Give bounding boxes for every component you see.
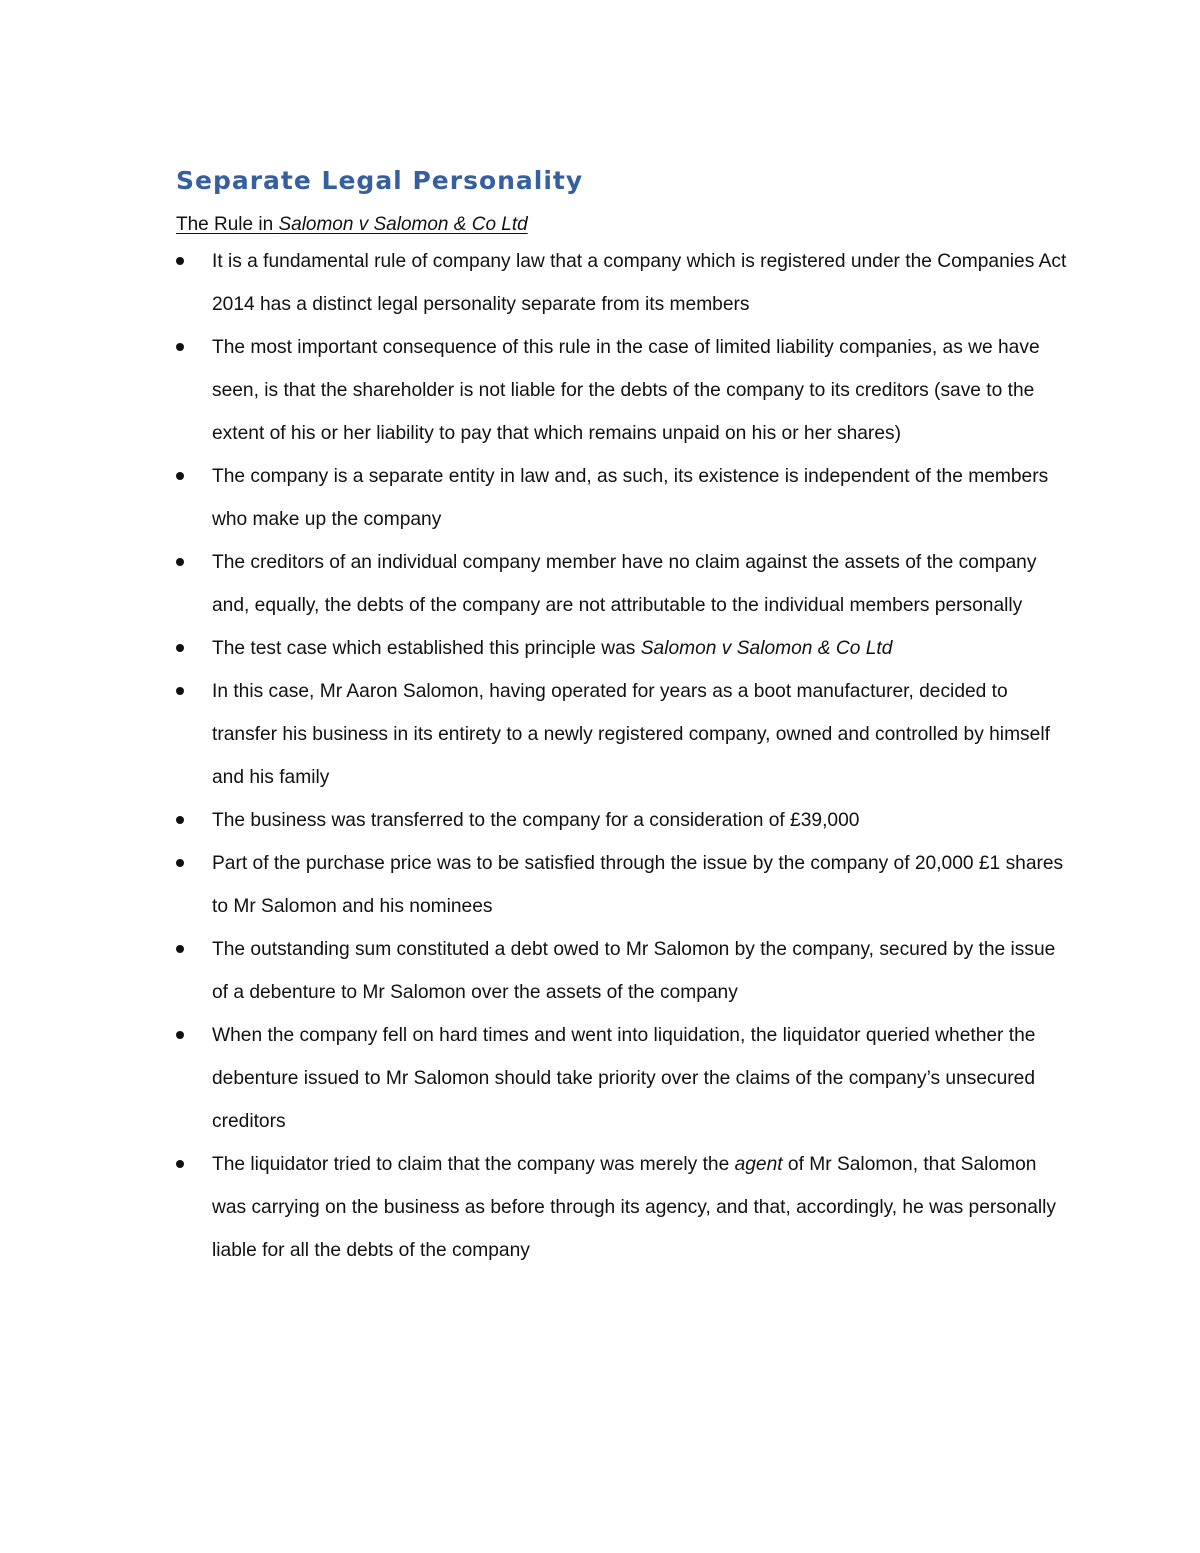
bullet-text: When the company fell on hard times and went into liquidation, the liquidator queried whether the debenture issued to Mr Salomon should take priority over the claims of the company’s unsecured creditors	[212, 1025, 1036, 1132]
document-title: Separate Legal Personality	[176, 166, 584, 195]
bullet-text: In this case, Mr Aaron Salomon, having operated for years as a boot manufacturer, decided to transfer his business in its entirety to a newly registered company, owned and controlled by himself and his family	[212, 681, 1050, 788]
bullet-text: The most important consequence of this rule in the case of limited liability companies, as we have seen, is that the shareholder is not liable for the debts of the company to its creditors (save to the extent of his or her liability to pay that which remains unpaid on his or her shares)	[212, 337, 1040, 444]
list-item	[176, 1014, 1072, 1143]
document-content	[176, 163, 1076, 1272]
bullet-icon	[176, 257, 184, 265]
bullet-icon	[176, 816, 184, 824]
list-item	[176, 842, 1072, 928]
bullet-text-after: of Mr Salomon, that Salomon was carrying on the business as before through its agency, and that, accordingly, he was personally liable for all the debts of the company	[212, 1154, 1057, 1261]
bullet-text: The business was transferred to the company for a consideration of £39,000	[212, 810, 860, 831]
bullet-text: The outstanding sum constituted a debt owed to Mr Salomon by the company, secured by the issue of a debenture to Mr Salomon over the assets of the company	[212, 939, 1056, 1003]
bullet-text: The creditors of an individual company member have no claim against the assets of the company and, equally, the debts of the company are not attributable to the individual members personally	[212, 552, 1037, 616]
list-item	[176, 541, 1072, 627]
bullet-list	[176, 240, 1076, 1272]
bullet-text: Part of the purchase price was to be satisfied through the issue by the company of 20,000 £1 shares to Mr Salomon and his nominees	[212, 853, 1064, 917]
subheading-prefix: The Rule in	[176, 214, 279, 235]
bullet-text: It is a fundamental rule of company law that a company which is registered under the Companies Act 2014 has a distinct legal personality separate from its members	[212, 251, 1067, 315]
bullet-icon	[176, 644, 184, 652]
list-item	[176, 670, 1072, 799]
list-item	[176, 1143, 1072, 1272]
subheading-case-name: Salomon v Salomon & Co Ltd	[278, 214, 528, 235]
bullet-icon	[176, 859, 184, 867]
bullet-icon	[176, 687, 184, 695]
bullet-text-before: The liquidator tried to claim that the company was merely the	[212, 1154, 735, 1175]
list-item	[176, 627, 1072, 670]
list-item	[176, 928, 1072, 1014]
bullet-icon	[176, 945, 184, 953]
bullet-text-before: The test case which established this principle was	[212, 638, 641, 659]
bullet-text-italic: Salomon v Salomon & Co Ltd	[640, 638, 893, 659]
section-subheading	[176, 213, 1076, 237]
list-item	[176, 455, 1072, 541]
bullet-text-italic: agent	[734, 1154, 783, 1175]
bullet-text: The company is a separate entity in law and, as such, its existence is independent of the members who make up the company	[212, 466, 1049, 530]
bullet-icon	[176, 343, 184, 351]
bullet-icon	[176, 1160, 184, 1168]
bullet-icon	[176, 558, 184, 566]
list-item	[176, 799, 1072, 842]
list-item	[176, 326, 1072, 455]
list-item	[176, 240, 1072, 326]
bullet-icon	[176, 1031, 184, 1039]
bullet-icon	[176, 472, 184, 480]
